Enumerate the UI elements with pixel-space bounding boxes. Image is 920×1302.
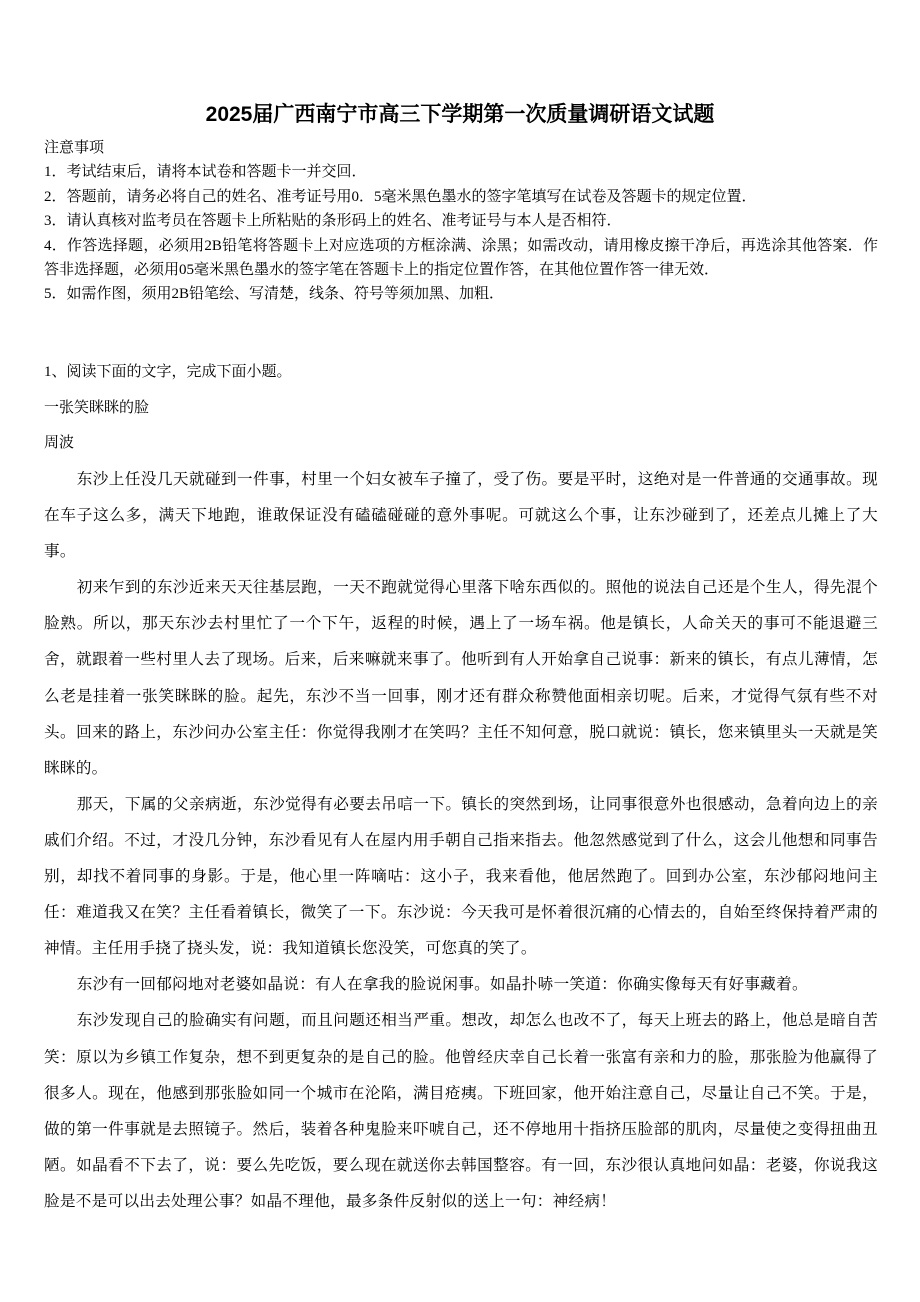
article-body [44, 462, 878, 1220]
notes-section [44, 136, 878, 307]
article-author: 周波 [44, 435, 75, 451]
note-item: 1．考试结束后，请将本试卷和答题卡一并交回． [44, 164, 367, 181]
note-item: 2．答题前，请务必将自己的姓名、准考证号用0．5毫米黑色墨水的签字笔填写在试卷及答题卡的规定位置． [44, 188, 757, 205]
paragraph: 东沙上任没几天就碰到一件事，村里一个妇女被车子撞了，受了伤。要是平时，这绝对是一件普通的交通事故。现在车子这么多，满天下地跑，谁敢保证没有磕磕碰碰的意外事呢。可就这么个事，让东沙碰到了，还差点儿摊上了大事。 [44, 471, 878, 561]
paragraph: 那天，下属的父亲病逝，东沙觉得有必要去吊唁一下。镇长的突然到场，让同事很意外也很感动，急着向边上的亲戚们介绍。不过，才没几分钟，东沙看见有人在屋内用手朝自己指来指去。他忽然感觉到了什么，这会儿他想和同事告别，却找不着同事的身影。于是，他心里一阵嘀咕：这小子，我来看他，他居然跑了。回到办公室，东沙郁闷地问主任：难道我又在笑？主任看着镇长，微笑了一下。东沙说：今天我可是怀着很沉痛的心情去的，自始至终保持着严肃的神情。主任用手挠了挠头发，说：我知道镇长您没笑，可您真的笑了。 [44, 795, 878, 958]
note-item: 3．请认真核对监考员在答题卡上所粘贴的条形码上的姓名、准考证号与本人是否相符． [44, 213, 622, 230]
article-title: 一张笑眯眯的脸 [44, 400, 150, 416]
paragraph: 东沙有一回郁闷地对老婆如晶说：有人在拿我的脸说闲事。如晶扑哧一笑道：你确实像每天有好事藏着。 [76, 976, 808, 994]
document-title: 2025届广西南宁市高三下学期第一次质量调研语文试题 [205, 103, 715, 126]
paragraph: 初来乍到的东沙近来天天往基层跑，一天不跑就觉得心里落下啥东西似的。照他的说法自己还是个生人，得先混个脸熟。所以，那天东沙去村里忙了一个下午，返程的时候，遇上了一场车祸。他是镇长，人命关天的事可不能退避三舍，就跟着一些村里人去了现场。后来，后来嘛就来事了。他听到有人开始拿自己说事：新来的镇长，有点儿薄情，怎么老是挂着一张笑眯眯的脸。起先，东沙不当一回事，刚才还有群众称赞他面相亲切呢。后来，才觉得气氛有些不对头。回来的路上，东沙问办公室主任：你觉得我刚才在笑吗？主任不知何意，脱口就说：镇长，您来镇里头一天就是笑眯眯的。 [44, 579, 878, 777]
note-item: 4．作答选择题，必须用2B铅笔将答题卡上对应选项的方框涂满、涂黑；如需改动，请用橡皮擦干净后，再选涂其他答案．作答非选择题，必须用05毫米黑色墨水的签字笔在答题卡上的指定位置作答，在其他位置作答一律无效． [44, 237, 878, 279]
note-item: 5．如需作图，须用2B铅笔绘、写清楚，线条、符号等须加黑、加粗． [44, 286, 505, 303]
question-prompt: 1、阅读下面的文字，完成下面小题。 [44, 364, 292, 380]
notes-heading: 注意事项 [44, 140, 105, 156]
paragraph: 东沙发现自己的脸确实有问题，而且问题还相当严重。想改，却怎么也改不了，每天上班去的路上，他总是暗自苦笑：原以为乡镇工作复杂，想不到更复杂的是自己的脸。他曾经庆幸自己长着一张富有亲和力的脸，那张脸为他赢得了很多人。现在，他感到那张脸如同一个城市在沦陷，满目疮痍。下班回家，他开始注意自己，尽量让自己不笑。于是，做的第一件事就是去照镜子。然后，装着各种鬼脸来吓唬自己，还不停地用十指挤压脸部的肌肉，尽量使之变得扭曲丑陋。如晶看不下去了，说：要么先吃饭，要么现在就送你去韩国整容。有一回，东沙很认真地问如晶：老婆，你说我这脸是不是可以出去处理公事？如晶不理他，最多条件反射似的送上一句：神经病！ [44, 1012, 878, 1210]
